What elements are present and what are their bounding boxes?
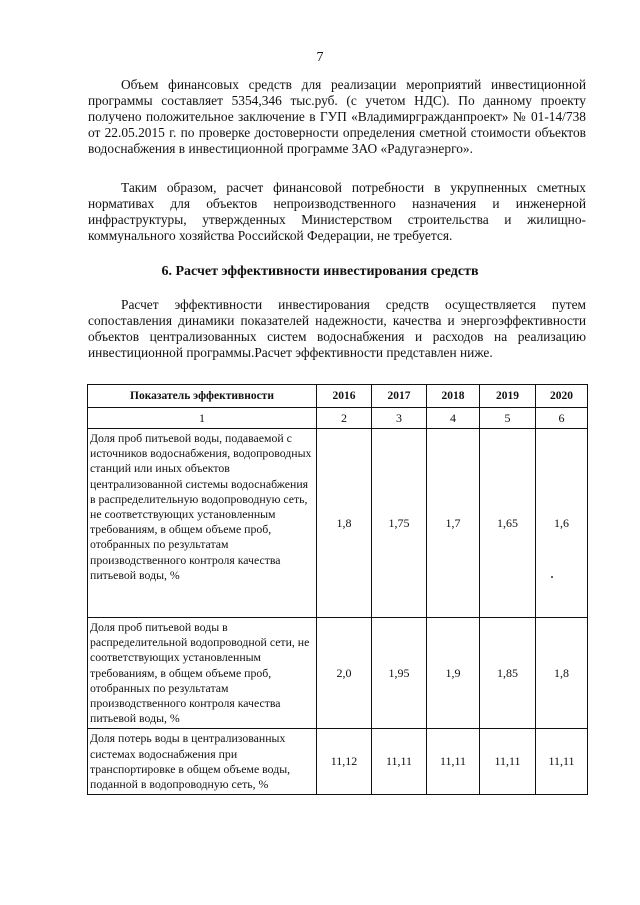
value-cell: 11,12 <box>317 729 372 795</box>
value-cell: 11,11 <box>536 729 588 795</box>
value-cell: 1,65 <box>480 429 536 618</box>
value-cell: 11,11 <box>480 729 536 795</box>
value-cell: 1,8 <box>536 618 588 729</box>
table-header-cell: 2017 <box>372 385 427 408</box>
column-number-cell: 1 <box>88 408 317 429</box>
value-cell: 2,0 <box>317 618 372 729</box>
table-header-row <box>88 385 588 408</box>
table-row <box>88 618 588 729</box>
table-header-cell: 2018 <box>427 385 480 408</box>
table-header-cell: 2016 <box>317 385 372 408</box>
value-cell: 11,11 <box>427 729 480 795</box>
table-header-cell: 2019 <box>480 385 536 408</box>
value-cell: 1,95 <box>372 618 427 729</box>
table-row <box>88 729 588 795</box>
table-header-cell: 2020 <box>536 385 588 408</box>
paragraph-financing: Объем финансовых средств для реализации мероприятий инвестиционной программы составляет 5354,346 тыс.руб. (с учетом НДС). По данному проекту получено положительное заключение в ГУП «Владимиргражданпроект» № 01-14/738 от 22.05.2015 г. по проверке достоверности определения сметной стоимости объектов водоснабжения в инвестиционной программе ЗАО «Радугаэнерго». <box>88 77 586 156</box>
column-number-cell: 2 <box>317 408 372 429</box>
indicator-cell: Доля проб питьевой воды в распределительной водопроводной сети, не соответствующих установленным требованиям, в общем объеме проб, отобранных по результатам производственного контроля качества питьевой воды, % <box>88 618 317 729</box>
column-number-cell: 3 <box>372 408 427 429</box>
value-cell: 1,75 <box>372 429 427 618</box>
value-cell: 1,9 <box>427 618 480 729</box>
indicator-cell: Доля проб питьевой воды, подаваемой с источников водоснабжения, водопроводных станций или иных объектов централизованной системы водоснабжения в распределительную водопроводную сеть, не соответствующих установленным требованиям, в общем объеме проб, отобранных по результатам производственного контроля качества питьевой воды, % <box>88 429 317 618</box>
page-number: 7 <box>316 50 324 65</box>
table-column-number-row <box>88 408 588 429</box>
scan-speck <box>551 576 553 578</box>
indicator-cell: Доля потерь воды в централизованных системах водоснабжения при транспортировке в общем объеме воды, поданной в водопроводную сеть, % <box>88 729 317 795</box>
value-cell: 1,6 <box>536 429 588 618</box>
paragraph-efficiency-intro: Расчет эффективности инвестирования средств осуществляется путем сопоставления динамики показателей надежности, качества и энергоэффективности объектов централизованных систем водоснабжения и расходов на реализацию инвестиционной программы.Расчет эффективности представлен ниже. <box>88 297 586 360</box>
section-heading: 6. Расчет эффективности инвестирования средств <box>161 264 479 279</box>
column-number-cell: 6 <box>536 408 588 429</box>
paragraph-conclusion: Таким образом, расчет финансовой потребности в укрупненных сметных нормативах для объектов непроизводственного назначения и инженерной инфраструктуры, утвержденных Министерством строительства и жилищно-коммунального хозяйства Российской Федерации, не требуется. <box>88 180 586 243</box>
value-cell: 1,8 <box>317 429 372 618</box>
table-row <box>88 429 588 618</box>
efficiency-table <box>87 384 588 795</box>
column-number-cell: 5 <box>480 408 536 429</box>
value-cell: 1,7 <box>427 429 480 618</box>
value-cell: 11,11 <box>372 729 427 795</box>
column-number-cell: 4 <box>427 408 480 429</box>
value-cell: 1,85 <box>480 618 536 729</box>
table-header-cell: Показатель эффективности <box>88 385 317 408</box>
